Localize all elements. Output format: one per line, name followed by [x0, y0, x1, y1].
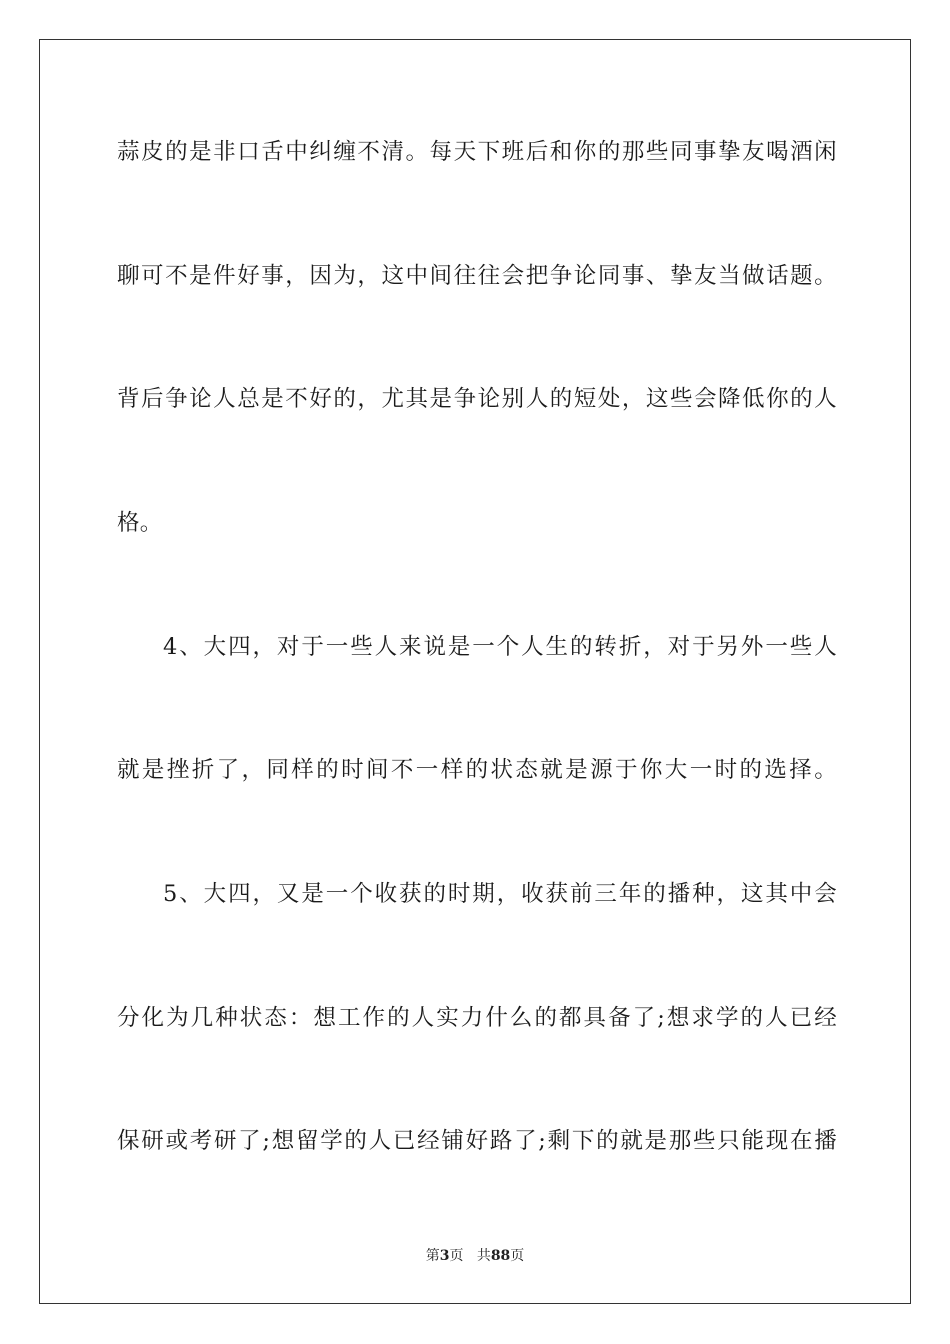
text-line-9: 保研或考研了;想留学的人已经铺好路了;剩下的就是那些只能现在播: [117, 1128, 837, 1154]
page-footer: [0, 1247, 950, 1265]
text-line-3: 背后争论人总是不好的，尤其是争论别人的短处，这些会降低你的人: [117, 386, 837, 412]
footer-total-suffix: 页: [510, 1248, 525, 1264]
footer-page-suffix: 页: [449, 1248, 464, 1264]
footer-total-pages: 88: [490, 1248, 511, 1264]
text-line-1: 蒜皮的是非口舌中纠缠不清。每天下班后和你的那些同事挚友喝酒闲: [117, 139, 837, 165]
page-frame: [39, 39, 911, 1304]
text-line-5: 4、大四，对于一些人来说是一个人生的转折，对于另外一些人: [163, 634, 837, 660]
text-line-4: 格。: [117, 510, 163, 536]
footer-total-prefix: 共: [476, 1248, 491, 1264]
text-line-7: 5、大四，又是一个收获的时期，收获前三年的播种，这其中会: [163, 881, 837, 907]
text-line-8: 分化为几种状态：想工作的人实力什么的都具备了;想求学的人已经: [117, 1005, 837, 1031]
footer-page-number: 3: [439, 1248, 450, 1264]
footer-page-prefix: 第: [425, 1248, 440, 1264]
text-line-6: 就是挫折了，同样的时间不一样的状态就是源于你大一时的选择。: [117, 757, 837, 783]
text-line-2: 聊可不是件好事，因为，这中间往往会把争论同事、挚友当做话题。: [117, 263, 837, 289]
